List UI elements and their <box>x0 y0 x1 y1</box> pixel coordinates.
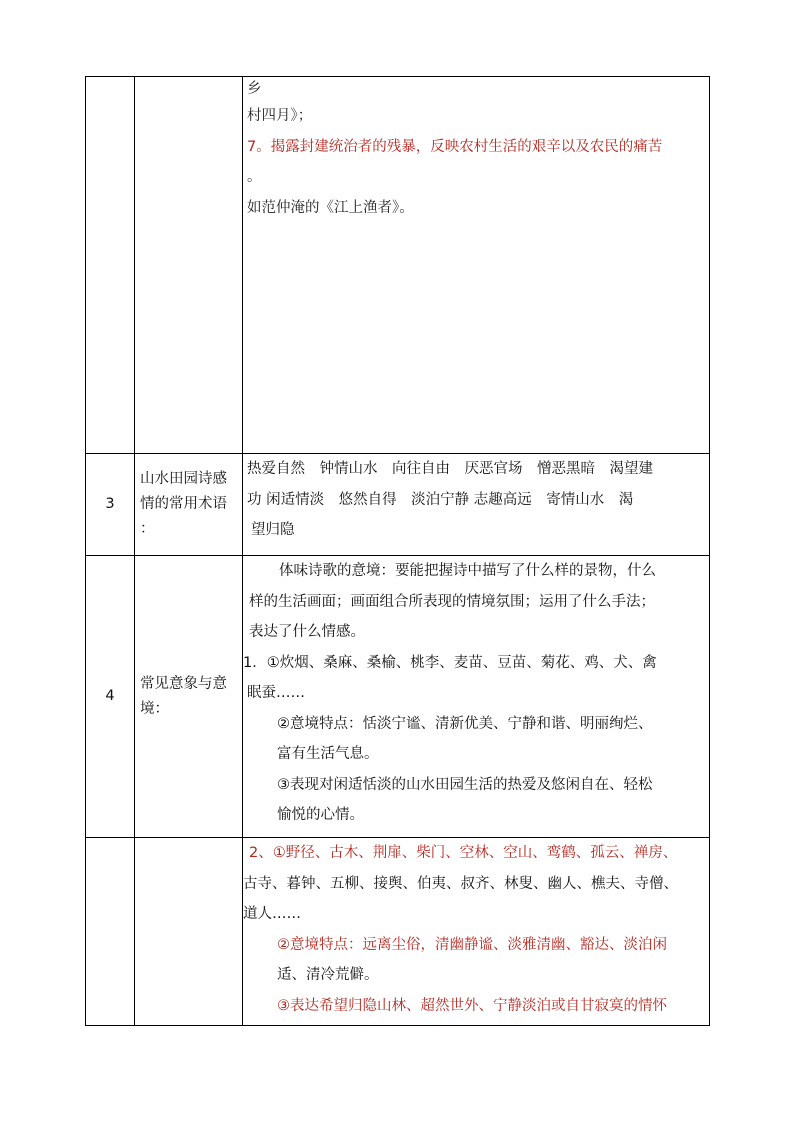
row-content-cell <box>243 77 710 454</box>
row-number-cell <box>86 77 135 454</box>
table-row <box>86 454 710 556</box>
content-line: 望归隐 <box>251 522 295 538</box>
content-line: 功 闲适情淡 悠然自得 淡泊宁静 志趣高远 寄情山水 渴 <box>247 491 634 508</box>
content-line: 热爱自然 钟情山水 向往自由 厌恶官场 憎恶黑暗 渴望建 <box>247 461 653 477</box>
row-label-cell <box>135 77 243 454</box>
row-number-cell <box>86 838 135 1026</box>
content-line: 村四月》； <box>247 108 313 124</box>
content-line: ③表达希望归隐山林、超然世外、宁静淡泊或自甘寂寞的情怀 <box>277 997 667 1014</box>
content-line: 富有生活气息。 <box>277 746 379 762</box>
content-line: 1．①炊烟、桑麻、桑榆、桃李、麦苗、豆苗、菊花、鸡、犬、禽 <box>243 654 657 671</box>
content-line: 乡 <box>247 81 262 97</box>
row-label-cell <box>135 454 243 556</box>
label-line: 山水田园诗感 <box>140 471 227 487</box>
row-content-cell <box>243 454 710 556</box>
content-line: 体味诗歌的意境：要能把握诗中描写了什么样的景物，什么 <box>279 563 656 579</box>
content-line: 眠蚕…… <box>247 685 305 701</box>
content-line: 道人…… <box>243 906 301 922</box>
row-content-cell <box>243 556 710 838</box>
row-number-cell: 3 <box>86 454 135 556</box>
content-line: 如范仲淹的《江上渔者》。 <box>247 199 414 216</box>
content-line: 愉悦的心情。 <box>277 807 364 823</box>
content-table <box>85 76 710 1026</box>
content-line: 2、①野径、古木、荆扉、柴门、空林、空山、鸾鹤、孤云、禅房、 <box>249 845 678 861</box>
content-line: ②意境特点：恬淡宁谧、清新优美、宁静和谐、明丽绚烂、 <box>277 715 653 732</box>
content-line: 。 <box>247 169 262 185</box>
content-line: 7。揭露封建统治者的残暴，反映农村生活的艰辛以及农民的痛苦 <box>247 138 663 155</box>
label-line: 境： <box>140 700 169 717</box>
content-line: 表达了什么情感。 <box>249 624 365 640</box>
content-line: 适、清冷荒僻。 <box>277 967 379 983</box>
content-line: ③表现对闲适恬淡的山水田园生活的热爱及悠闲自在、轻松 <box>277 776 653 793</box>
table-row <box>86 77 710 454</box>
table-row <box>86 556 710 838</box>
content-line: ②意境特点：远离尘俗，清幽静谧、淡雅清幽、豁达、淡泊闲 <box>277 936 667 953</box>
row-label-cell <box>135 556 243 838</box>
label-line: ： <box>140 521 155 537</box>
content-line: 古寺、暮钟、五柳、接舆、伯夷、叔齐、林叟、幽人、樵夫、寺僧、 <box>243 875 678 892</box>
row-label-cell <box>135 838 243 1026</box>
content-line: 样的生活画面；画面组合所表现的情境氛围；运用了什么手法； <box>249 593 655 610</box>
label-line: 情的常用术语 <box>140 496 227 512</box>
row-content-cell <box>243 838 710 1026</box>
table-row <box>86 838 710 1026</box>
row-number-cell: 4 <box>86 556 135 838</box>
label-line: 常见意象与意 <box>140 675 227 692</box>
